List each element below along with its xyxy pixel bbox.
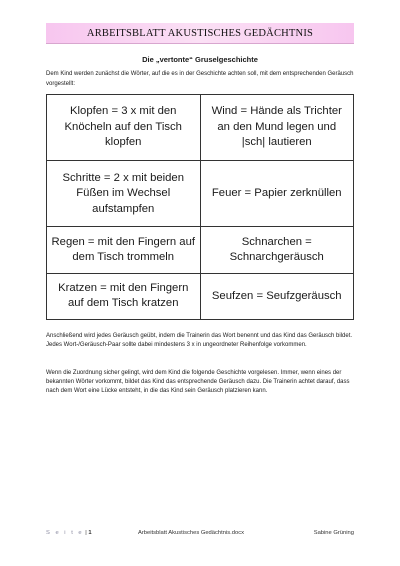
practice-paragraph: Anschließend wird jedes Geräusch geübt, indem die Trainerin das Wort benennt und das Kind das Geräusch bildet. Jedes Wort-/Geräusch-Paar sollte dabei mindestens 3 x in ungeordneter Reihenfolge vorkommen. <box>46 333 353 349</box>
table-row <box>47 273 354 319</box>
table-cell: Regen = mit den Fingern auf dem Tisch trommeln <box>47 227 201 273</box>
header-band <box>46 23 354 44</box>
document-filename: Arbeitsblatt Akustisches Gedächtnis.docx <box>138 530 245 536</box>
table-cell: Feuer = Papier zerknüllen <box>200 161 354 227</box>
story-instructions-paragraph: Wenn die Zuordnung sicher gelingt, wird dem Kind die folgende Geschichte vorgelesen. Immer, wenn eines der bekannten Wörter vorkommt, bildet das Kind das entsprechende Geräusch dazu. Die Trainerin achtet darauf, dass nach dem Wort eine Lücke entsteht, in die das Kind sein Geräusch platzieren kann. <box>46 370 350 395</box>
story-subtitle: Die „vertonte“ Gruselgeschichte <box>142 55 258 64</box>
page-number: 1 <box>88 530 92 536</box>
table-cell: Klopfen = 3 x mit den Knöcheln auf den Tisch klopfen <box>47 95 201 161</box>
author-name: Sabine Grüning <box>313 530 354 536</box>
table-row <box>47 161 354 227</box>
worksheet-title: ARBEITSBLATT AKUSTISCHES GEDÄCHTNIS <box>86 27 314 39</box>
intro-text: Dem Kind werden zunächst die Wörter, auf die es in der Geschichte achten soll, mit dem entsprechenden Geräusch vorgestellt: <box>46 71 354 87</box>
table-cell: Schritte = 2 x mit beiden Füßen im Wechsel aufstampfen <box>47 161 201 227</box>
table-row <box>47 95 354 161</box>
page-separator: | <box>83 530 89 536</box>
table-cell: Kratzen = mit den Fingern auf dem Tisch kratzen <box>47 273 201 319</box>
word-sound-table <box>46 94 354 320</box>
table-cell: Wind = Hände als Trichter an den Mund legen und |sch| lautieren <box>200 95 354 161</box>
table-row <box>47 227 354 273</box>
page-number-block <box>46 530 92 536</box>
table-cell: Schnarchen = Schnarchgeräusch <box>200 227 354 273</box>
table-cell: Seufzen = Seufzgeräusch <box>200 273 354 319</box>
page-word: S e i t e <box>46 530 84 536</box>
